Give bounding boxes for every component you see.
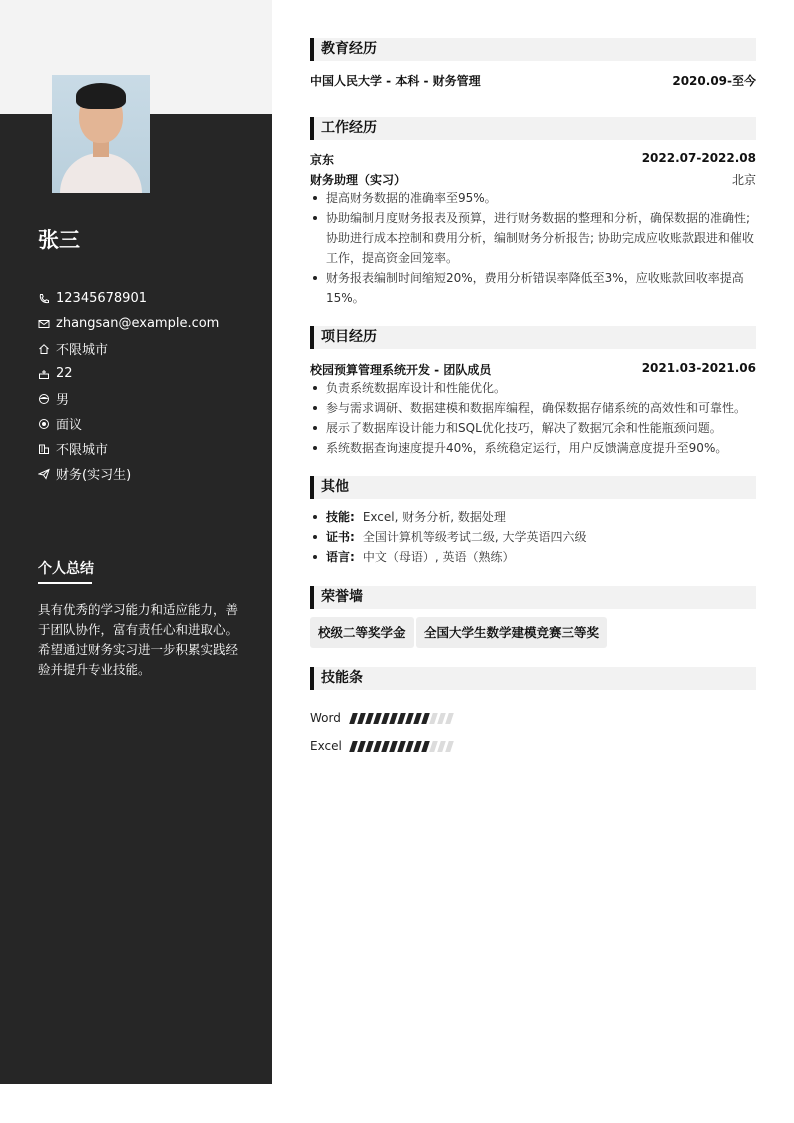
- skill-level-bar: [351, 713, 455, 724]
- info-target-city: [38, 436, 219, 461]
- info-text: 男: [56, 393, 70, 408]
- info-email: [38, 311, 219, 336]
- other-label: 证书:: [326, 530, 355, 544]
- other-text: 中文（母语）, 英语（熟练）: [362, 550, 515, 564]
- work-row: [310, 151, 756, 168]
- candidate-name: 张三: [38, 228, 80, 252]
- skill-segment: [437, 713, 446, 724]
- list-item: 系统数据查询速度提升40%，系统稳定运行，用户反馈满意度提升至90%。: [310, 438, 756, 458]
- skill-segment: [421, 741, 430, 752]
- work-company: 京东: [310, 153, 335, 167]
- skill-segment: [413, 713, 422, 724]
- list-item: 参与需求调研、数据建模和数据库编程，确保数据存储系统的高效性和可靠性。: [310, 398, 756, 418]
- skill-segment: [437, 741, 446, 752]
- skill-segment: [429, 741, 438, 752]
- education-row: [310, 72, 756, 89]
- list-item: 展示了数据库设计能力和SQL优化技巧，解决了数据冗余和性能瓶颈问题。: [310, 418, 756, 438]
- skill-segment: [365, 713, 374, 724]
- info-gender: [38, 386, 219, 411]
- skill-segment: [397, 713, 406, 724]
- other-text: Excel, 财务分析, 数据处理: [362, 510, 506, 524]
- skill-segment: [357, 741, 366, 752]
- project-period: 2021.03-2021.06: [641, 361, 756, 375]
- skill-segment: [373, 713, 382, 724]
- mail-icon: [38, 318, 50, 330]
- send-icon: [38, 468, 50, 480]
- honor-badge: 校级二等奖学金: [310, 617, 414, 648]
- list-item: 财务报表编制时间缩短20%，费用分析错误率降低至3%，应收账款回收率提高15%。: [310, 268, 756, 308]
- project-name: 校园预算管理系统开发 - 团队成员: [310, 363, 492, 377]
- sidebar: [0, 114, 272, 1084]
- list-item: 协助编制月度财务报表及预算，进行财务数据的整理和分析，确保数据的准确性; 协助进行成本控制和费用分析，编制财务分析报告; 协助完成应收账款跟进和催收工作，提高资金回笼率。: [310, 208, 756, 268]
- info-text: 面议: [56, 418, 83, 433]
- avatar: [52, 75, 150, 193]
- work-location: 北京: [731, 173, 756, 187]
- education-period: 2020.09-至今: [672, 74, 756, 88]
- skill-segment: [357, 713, 366, 724]
- skill-segment: [405, 713, 414, 724]
- info-salary: [38, 411, 219, 436]
- info-phone: [38, 286, 219, 311]
- skill-segment: [381, 741, 390, 752]
- honor-badge: 全国大学生数学建模竞赛三等奖: [416, 617, 607, 648]
- info-text: 12345678901: [56, 291, 147, 306]
- summary-text: 具有优秀的学习能力和适应能力，善于团队协作，富有责任心和进取心。希望通过财务实习进一步积累实践经验并提升专业技能。: [38, 602, 239, 677]
- home-icon: [38, 343, 50, 355]
- age-icon: [38, 368, 50, 380]
- education-school: 中国人民大学 - 本科 - 财务管理: [310, 74, 481, 88]
- info-text: 财务(实习生): [56, 468, 132, 483]
- skill-level-bar: [351, 741, 455, 752]
- skill-segment: [365, 741, 374, 752]
- info-age: [38, 361, 219, 386]
- contact-info-list: [38, 286, 219, 486]
- info-text: 不限城市: [56, 443, 109, 458]
- skill-segment: [389, 713, 398, 724]
- gender-icon: [38, 393, 50, 405]
- list-item: 提高财务数据的准确率至95%。: [310, 188, 756, 208]
- work-period: 2022.07-2022.08: [641, 151, 756, 165]
- project-row: [310, 361, 756, 378]
- skill-segment: [445, 713, 454, 724]
- skill-segment: [429, 713, 438, 724]
- info-text: 不限城市: [56, 343, 109, 358]
- list-item: [310, 547, 756, 567]
- list-item: [310, 527, 756, 547]
- status-icon: [38, 418, 50, 430]
- list-item: 负责系统数据库设计和性能优化。: [310, 378, 756, 398]
- skill-name: Word: [310, 711, 341, 725]
- other-text: 全国计算机等级考试二级, 大学英语四六级: [362, 530, 587, 544]
- skill-segment: [373, 741, 382, 752]
- summary-title: 个人总结: [38, 561, 94, 577]
- building-icon: [38, 443, 50, 455]
- skill-segment: [421, 713, 430, 724]
- summary-underline: [38, 582, 92, 584]
- section-project-title: 项目经历: [310, 326, 756, 349]
- info-text: 22: [56, 366, 73, 381]
- skill-name: Excel: [310, 739, 342, 753]
- skill-segment: [349, 713, 358, 724]
- info-city: [38, 336, 219, 361]
- section-other-title: 其他: [310, 476, 756, 499]
- other-bullets: [310, 507, 756, 567]
- skill-segment: [381, 713, 390, 724]
- skill-row-excel: [310, 739, 455, 753]
- section-honors-title: 荣誉墙: [310, 586, 756, 609]
- project-bullets: [310, 378, 756, 458]
- other-label: 技能:: [326, 510, 355, 524]
- section-skills-title: 技能条: [310, 667, 756, 690]
- phone-icon: [38, 293, 50, 305]
- skill-segment: [413, 741, 422, 752]
- skill-segment: [445, 741, 454, 752]
- work-bullets: [310, 188, 756, 308]
- skill-segment: [349, 741, 358, 752]
- list-item: [310, 507, 756, 527]
- section-education-title: 教育经历: [310, 38, 756, 61]
- info-text: zhangsan@example.com: [56, 316, 220, 331]
- work-role-row: [310, 171, 756, 188]
- info-target-job: [38, 461, 219, 486]
- skill-segment: [405, 741, 414, 752]
- work-role: 财务助理（实习）: [310, 173, 407, 187]
- skill-segment: [397, 741, 406, 752]
- other-label: 语言:: [326, 550, 355, 564]
- skill-segment: [389, 741, 398, 752]
- skill-row-word: [310, 711, 455, 725]
- section-work-title: 工作经历: [310, 117, 756, 140]
